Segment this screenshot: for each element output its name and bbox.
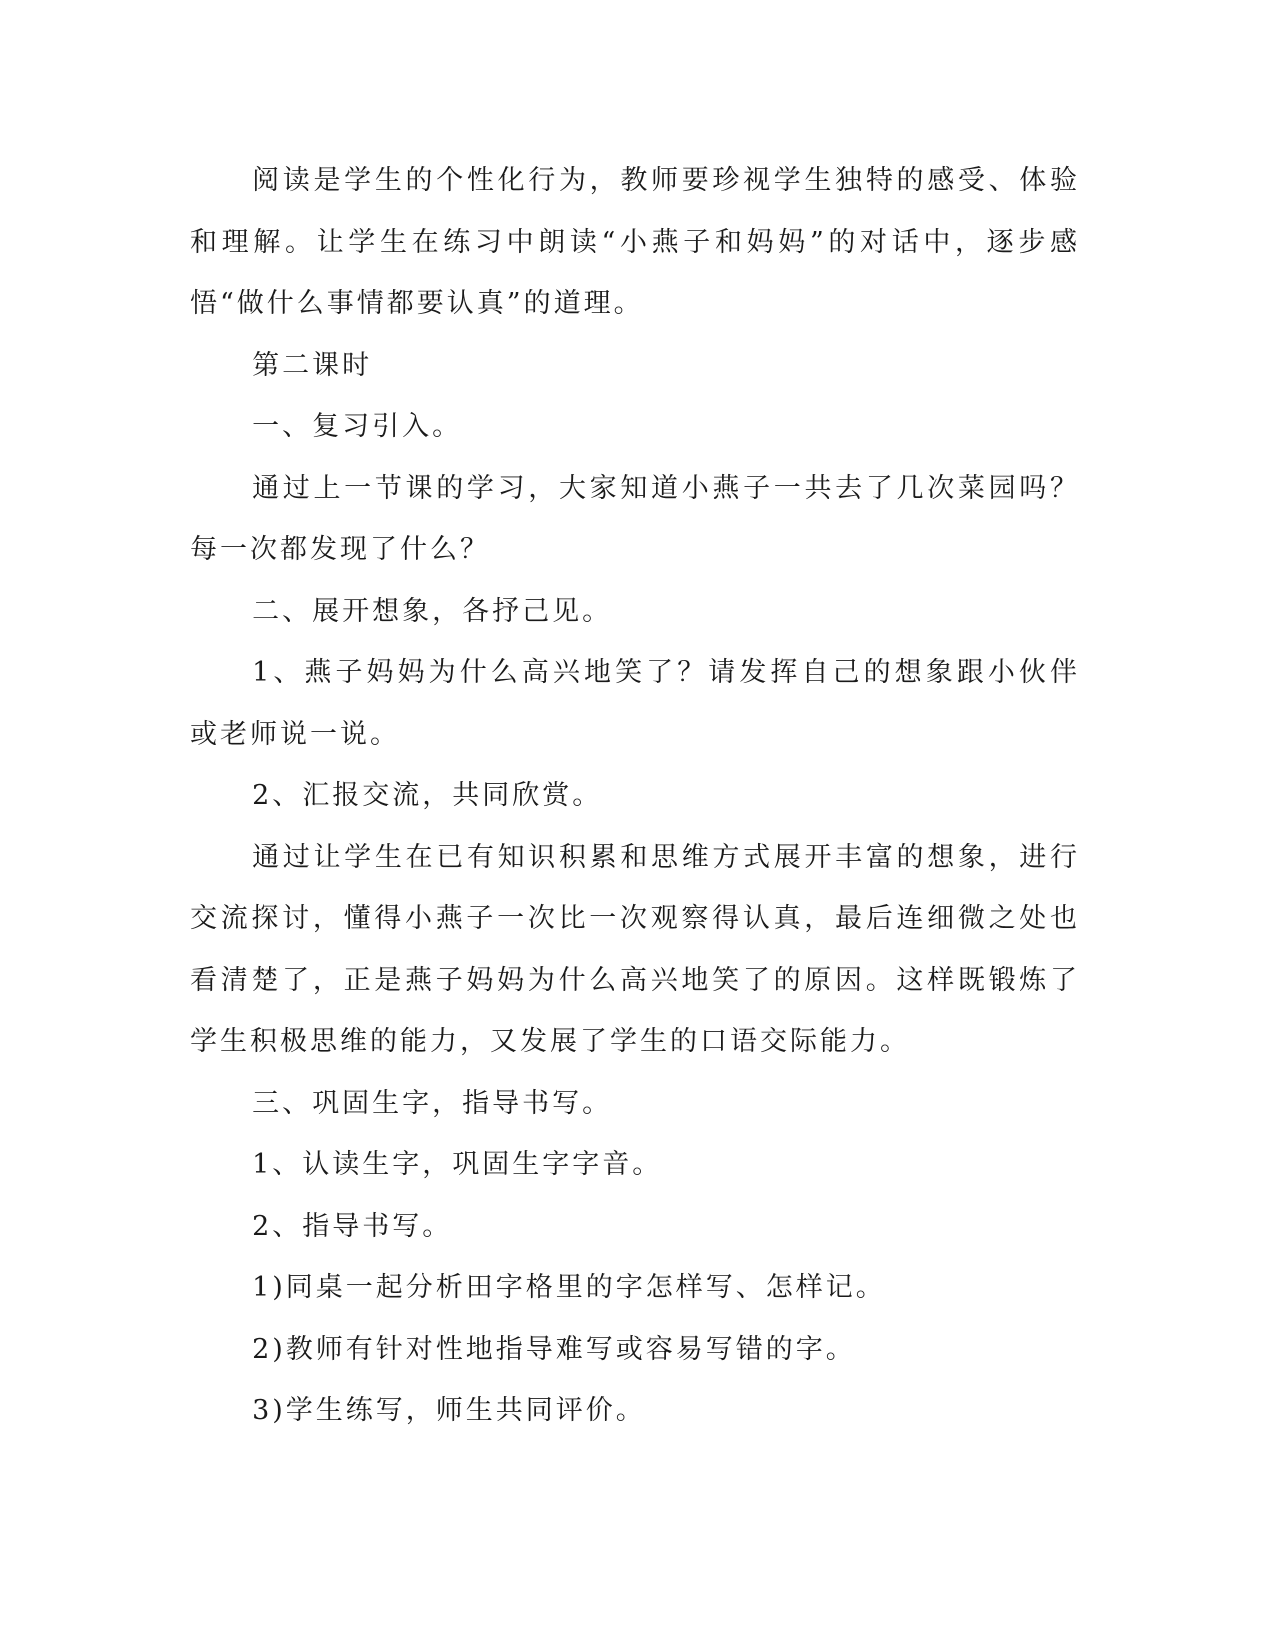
list-item-why-laugh: 1、燕子妈妈为什么高兴地笑了？请发挥自己的想象跟小伙伴或老师说一说。 (190, 657, 1080, 750)
sub-item-practice-evaluate: 3)学生练写，师生共同评价。 (252, 1395, 646, 1426)
list-item-guide-writing: 2、指导书写。 (252, 1210, 453, 1242)
list-item-report: 2、汇报交流，共同欣赏。 (252, 780, 603, 811)
heading-second-lesson: 第二课时 (252, 349, 373, 381)
heading-consolidate-characters: 三、巩固生字，指导书写。 (252, 1087, 613, 1119)
paragraph-reading-intro: 阅读是学生的个性化行为，教师要珍视学生独特的感受、体验和理解。让学生在练习中朗读“小燕子和妈妈”的对话中，逐步感悟“做什么事情都要认真”的道理。 (190, 165, 1080, 319)
paragraph-imagination-explanation: 通过让学生在已有知识积累和思维方式展开丰富的想象，进行交流探讨，懂得小燕子一次比一次观察得认真，最后连细微之处也看清楚了，正是燕子妈妈为什么高兴地笑了的原因。这样既锻炼了学生积极思维的能力，又发展了学生的口语交际能力。 (190, 841, 1080, 1057)
sub-item-analyze-grid: 1)同桌一起分析田字格里的字怎样写、怎样记。 (252, 1272, 886, 1303)
sub-item-teacher-guidance: 2)教师有针对性地指导难写或容易写错的字。 (252, 1333, 856, 1365)
heading-imagination: 二、展开想象，各抒己见。 (252, 595, 613, 627)
paragraph-review-question: 通过上一节课的学习，大家知道小燕子一共去了几次菜园吗？每一次都发现了什么？ (190, 472, 1080, 565)
list-item-read-characters: 1、认读生字，巩固生字字音。 (252, 1149, 663, 1180)
heading-review-intro: 一、复习引入。 (252, 411, 463, 442)
document-body (190, 150, 1080, 1442)
